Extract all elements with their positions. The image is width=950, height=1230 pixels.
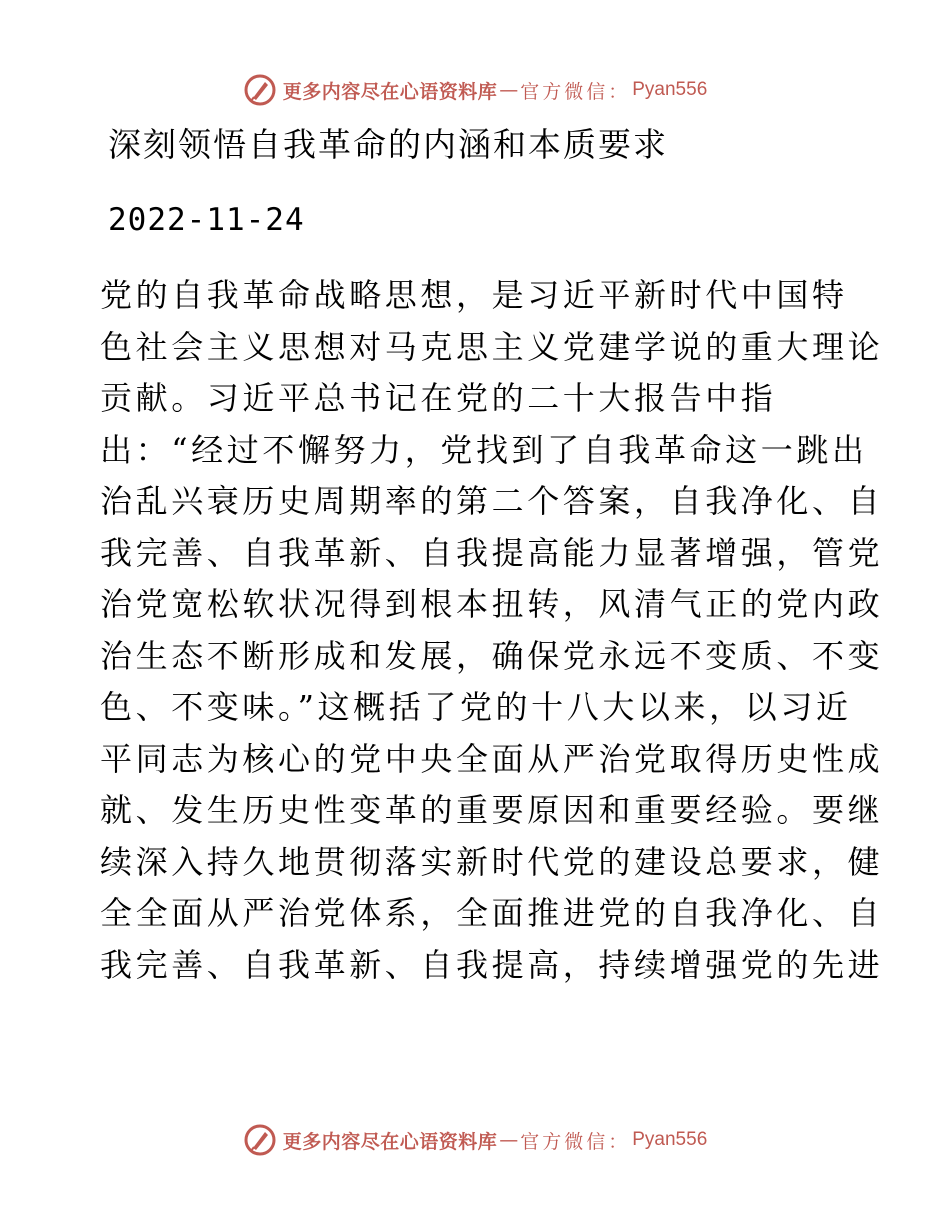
watermark-label: 官方微信： [520, 80, 631, 103]
body-line: 贡献。习近平总书记在党的二十大报告中指 [100, 379, 777, 417]
watermark-wechat-id: Pyan556 [632, 79, 708, 100]
body-line: 色社会主义思想对马克思主义党建学说的重大理论 [100, 327, 884, 366]
body-line: 续深入持久地贯彻落实新时代党的建设总要求，健 [100, 842, 884, 881]
footer-watermark [0, 1120, 950, 1160]
body-line: 我完善、自我革新、自我提高，持续增强党的先进 [100, 945, 884, 984]
watermark-dash: — [499, 79, 519, 101]
body-line: 我完善、自我革新、自我提高能力显著增强，管党 [100, 533, 884, 572]
body-line: 党的自我革命战略思想，是习近平新时代中国特 [100, 276, 848, 314]
body-line: 就、发生历史性变革的重要原因和重要经验。要继 [100, 791, 884, 829]
quill-pen-logo-icon [243, 1123, 277, 1157]
quill-pen-logo-icon [243, 73, 277, 107]
body-line: 治生态不断形成和发展，确保党永远不变质、不变 [100, 636, 884, 675]
document-date: 2022-11-24 [108, 202, 305, 238]
document-title: 深刻领悟自我革命的内涵和本质要求 [108, 125, 668, 164]
body-line: 出：“经过不懈努力，党找到了自我革命这一跳出 [100, 430, 868, 469]
watermark-site-text: 更多内容尽在心语资料库 [282, 80, 498, 103]
document-body [100, 270, 884, 991]
header-watermark [0, 70, 950, 110]
body-line: 治党宽松软状况得到根本扭转，风清气正的党内政 [100, 585, 884, 623]
watermark-wechat-id: Pyan556 [632, 1129, 708, 1150]
body-line: 治乱兴衰历史周期率的第二个答案，自我净化、自 [100, 482, 884, 520]
body-line: 全全面从严治党体系，全面推进党的自我净化、自 [100, 894, 884, 932]
body-line: 平同志为核心的党中央全面从严治党取得历史性成 [100, 739, 884, 778]
watermark-site-text: 更多内容尽在心语资料库 [282, 1130, 498, 1153]
watermark-label: 官方微信： [520, 1130, 631, 1153]
body-line: 色、不变味。”这概括了党的十八大以来，以习近 [100, 688, 852, 726]
watermark-dash: — [499, 1129, 519, 1151]
